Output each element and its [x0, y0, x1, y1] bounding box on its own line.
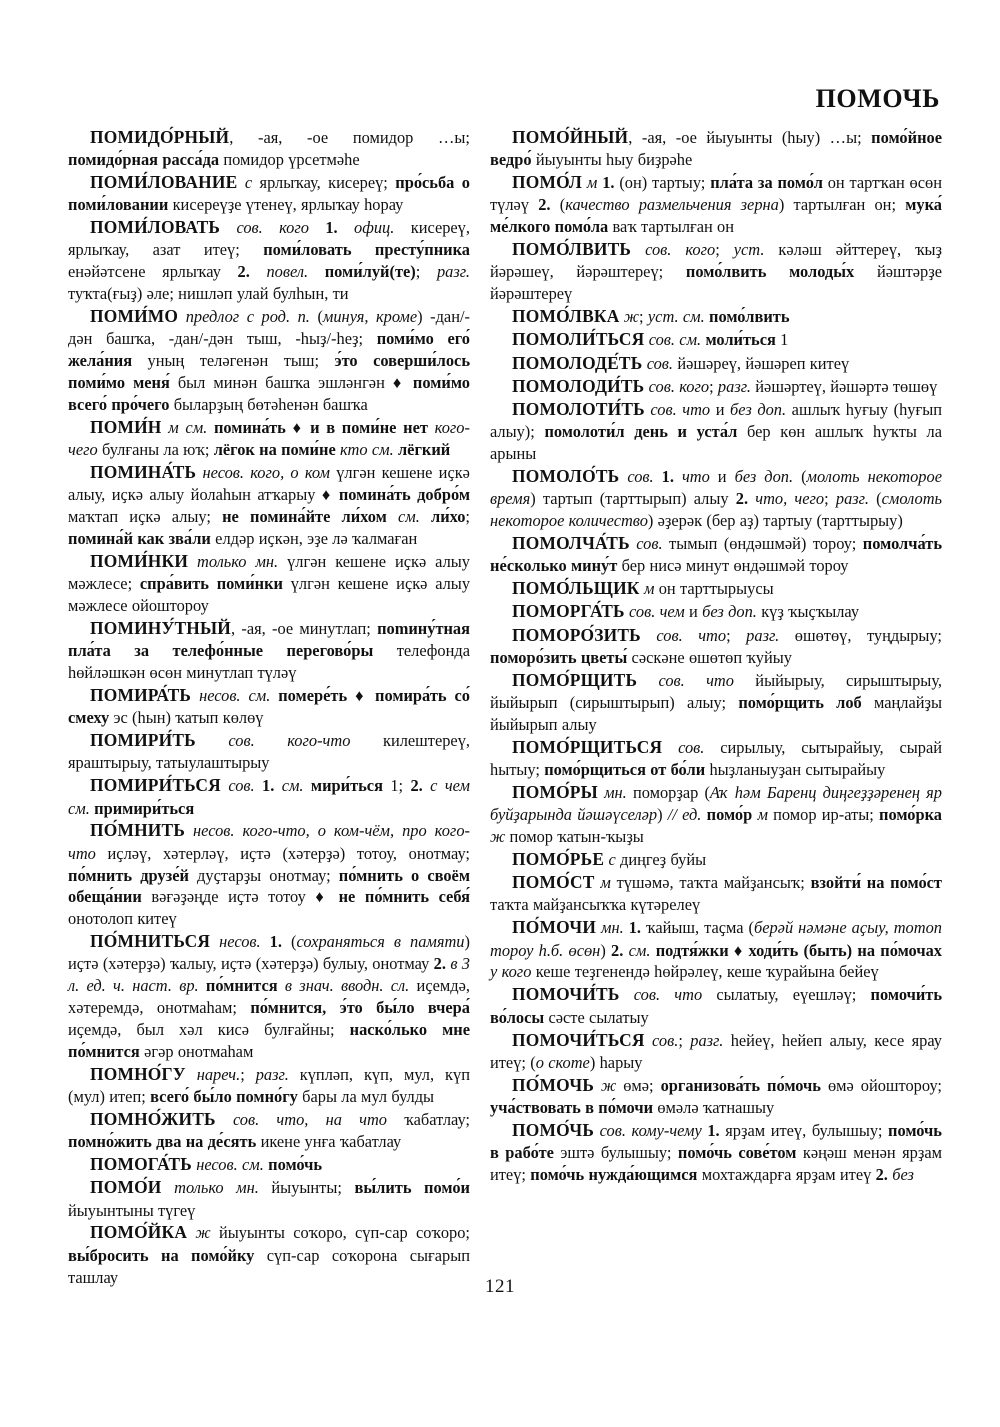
dictionary-entry: ПО́МОЧИ мн. 1. ҡайыш, таҫма (берәй нәмәне аҫыу, тотоп тороу һ.б. өсөн) 2. см. подтя́жки ♦ ходи́ть (быть) на по́мочах у кого кеше теҙгенендә һөйрәлеү, кеше ҡурайына бейеү — [490, 917, 942, 982]
dictionary-entry: ПОМОГА́ТЬ несов. см. помо́чь — [90, 1154, 323, 1175]
dictionary-entry: ПОМО́ЙНЫЙ, -ая, -ое йыуынты (һыу) …ы; помо́йное ведро́ йыуынты һыу биҙрәһе — [490, 127, 942, 170]
dictionary-entry: ПОМИ́ЛОВАНИЕ с ярлыҡау, кисереү; про́сьба о поми́ловании кисереүҙе үтенеү, ярлыҡау һорау — [68, 172, 470, 215]
dictionary-entry: ПОМИДО́РНЫЙ, -ая, -ое помидор …ы; помидо́рная расса́да помидор үрсетмәһе — [68, 127, 470, 170]
dictionary-entry: ПОМИРИ́ТЬ сов. кого-что килештереү, яраштырыу, татыулаштырыу — [68, 730, 470, 773]
dictionary-entry: ПОМОЧИ́ТЬ сов. что сылатыу, еүешләү; помочи́ть во́лосы сәсте сылатыу — [490, 984, 942, 1027]
dictionary-entry: ПОМО́ЧЬ сов. кому-чему 1. ярҙам итеү, булышыу; помо́чь в рабо́те эштә булышыу; помо́чь сове́том кәңәш менән ярҙам итеү; помо́чь нужда́ющимся мохтаждарға ярҙам итеү 2. без — [490, 1119, 942, 1184]
dictionary-entry: ПОМОЛОДЕ́ТЬ сов. йәшәреү, йәшәреп китеү — [512, 352, 850, 373]
dictionary-entry: ПОМОЛОДИ́ТЬ сов. кого; разг. йәшәртеү, йәшәртә төшөү — [512, 375, 938, 396]
page-number: 121 — [485, 1276, 515, 1297]
dictionary-entry: ПОМНО́ЖИТЬ сов. что, на что ҡабатлау; помно́жить два на де́сять икене унға ҡабатлау — [68, 1109, 470, 1152]
dictionary-entry: ПОМОЛОТИ́ТЬ сов. что и без доп. ашлыҡ һуғыу (һуғып алыу); помолоти́л день и уста́л бер көн ашлыҡ һуҡты ла арыны — [490, 399, 943, 464]
dictionary-entry: ПОМОРО́ЗИТЬ сов. что; разг. өшөтөү, туңдырыу; поморо́зить цветы́ сәскәне өшөтөп ҡуйыу — [490, 624, 942, 667]
dictionary-entry: ПО́МНИТЬСЯ несов. 1. (сохраняться в памяти) иҫтә (хәтерҙә) ҡалыу, иҫтә (хәтерҙә) булыу, онотмау 2. в 3 л. ед. ч. наст. вр. по́мнится в знач. вводн. сл. иҫемдә, хәтеремдә, онотмаһам; по́мнится, э́то бы́ло вчера́ иҫемдә, был хәл кисә булғайны; наско́лько мне по́мнится әгәр онотмаһам — [68, 931, 470, 1061]
dictionary-entry: ПОМОРГА́ТЬ сов. чем и без доп. күҙ ҡыҫҡылау — [512, 601, 860, 622]
dictionary-entry: ПОМО́ЙКА ж йыуынты соҡоро, сүп-сар соҡоро; вы́бросить на помо́йку сүп-сар соҡорона сығарып ташлау — [68, 1222, 470, 1287]
dictionary-entry: ПОМО́СТ м түшәмә, таҡта майҙансыҡ; взойти́ на помо́ст таҡта майҙансыҡҡа күтәрелеү — [490, 872, 942, 915]
dictionary-entry: ПОМО́ЛВИТЬ сов. кого; уст. кәләш әйттереү, ҡыҙ йәрәшеү, йәрәштереү; помо́лвить молоды́х йәштәрҙе йәрәштереү — [490, 239, 942, 304]
dictionary-entry: ПОМОЧИ́ТЬСЯ сов.; разг. һейеү, һейеп алыу, кесе ярау итеү; (о скоте) һарыу — [490, 1029, 942, 1072]
dictionary-entry: ПОМО́ЛВКА ж; уст. см. помо́лвить — [512, 306, 790, 327]
dictionary-entry: ПОМИНА́ТЬ несов. кого, о ком үлгән кешене иҫкә алыу, иҫкә алыу йолаһын атҡарыу ♦ помина́ть добро́м маҡтап иҫкә алыу; не помина́йте ли́хом см. ли́хо; помина́й как зва́ли елдәр иҫкән, эҙе лә ҡалмаған — [68, 462, 470, 549]
dictionary-entry: ПОМОЛЧА́ТЬ сов. тымып (өндәшмәй) тороу; помолча́ть не́сколько мину́т бер нисә минут өндәшмәй тороу — [490, 533, 942, 576]
running-head: ПОМОЧЬ — [815, 84, 940, 113]
dictionary-entry: ПОМО́РЫ мн. поморҙар (Аҡ һәм Баренц диңгеҙҙәренең яр буйҙарында йәшәүселәр) // ед. помо́р м помор ир-аты; помо́рка ж помор ҡатын-ҡыҙы — [490, 781, 942, 847]
dictionary-entry: ПОМИРИ́ТЬСЯ сов. 1. см. мири́ться 1; 2. с чем см. примири́ться — [68, 775, 470, 818]
left-column — [68, 126, 470, 1289]
dictionary-entry: ПОМИ́МО предлог с род. п. (минуя, кроме) -дан/-дән башҡа, -дан/-дән тыш, -һыҙ/-һеҙ; поми́мо его́ жела́ния уның теләгенән тыш; э́то соверши́лось поми́мо меня́ был минән башҡа эшләнгән ♦ поми́мо всего́ про́чего быларҙың бөтәһенән башҡа — [68, 306, 470, 415]
dictionary-entry: ПОМО́И только мн. йыуынты; вы́лить помо́и йыуынтыны түгеү — [68, 1177, 470, 1220]
column-container — [68, 126, 942, 1289]
dictionary-entry: ПОМНО́ГУ нареч.; разг. күпләп, күп, мул, күп (мул) итеп; всего́ бы́ло помно́гу бары ла мул булды — [68, 1063, 470, 1107]
dictionary-entry: ПОМОЛИ́ТЬСЯ сов. см. моли́ться 1 — [512, 329, 789, 350]
dictionary-entry: ПОМО́РЬЕ с диңгеҙ буйы — [512, 849, 707, 869]
dictionary-entry: ПОМИ́Н м см. помина́ть ♦ и в поми́не нет кого-чего булғаны ла юҡ; лёгок на поми́не кто см. лёгкий — [68, 416, 470, 460]
dictionary-entry: ПОМО́РЩИТЬСЯ сов. сирылыу, сытырайыу, сырай һытыу; помо́рщиться от бо́ли һыҙланыуҙан сытырайыу — [490, 736, 942, 780]
dictionary-entry: ПО́МОЧЬ ж өмә; организова́ть по́мочь өмә ойоштороу; уча́ствовать в по́мочи өмәлә ҡатнашыу — [490, 1074, 942, 1117]
right-column — [490, 126, 942, 1289]
dictionary-entry: ПОМИРА́ТЬ несов. см. помере́ть ♦ помира́ть со́ смеху эс (һын) ҡатып көлөү — [68, 685, 470, 728]
dictionary-entry: ПОМО́Л м 1. (он) тартыу; пла́та за помо́л он тартҡан өсөн түләү 2. (качество размельчения зерна) тартылған он; мука́ ме́лкого помо́ла ваҡ тартылған он — [490, 172, 942, 237]
dictionary-entry: ПОМО́ЛЬЩИК м он тарттырыусы — [512, 578, 774, 599]
dictionary-entry: ПОМИ́ЛОВАТЬ сов. кого 1. офиц. кисереү, ярлыҡау, азат итеү; поми́ловать престу́пника енәйәтсене ярлыҡау 2. повел. поми́луй(те); разг. туҡта(ғыҙ) әле; нишләп улай булһын, ти — [68, 217, 470, 304]
dictionary-entry: ПОМО́РЩИТЬ сов. что йыйырыу, сирыштырыу, йыйырып (сирыштырып) алыу; помо́рщить лоб маңлайҙы йыйырып алыу — [490, 669, 942, 734]
dictionary-entry: ПОМОЛО́ТЬ сов. 1. что и без доп. (молоть некоторое время) тартып (тарттырып) алыу 2. что, чего; разг. (смолоть некоторое количество) әҙерәк (бер аҙ) тартыу (тарттырыу) — [490, 466, 942, 531]
dictionary-entry: ПОМИНУ́ТНЫЙ, -ая, -ое минутлап; пomину́тная пла́та за телефо́нные перегово́ры телефонда һөйләшкән өсөн минутлап түләү — [68, 618, 470, 683]
dictionary-entry: ПО́МНИТЬ несов. кого-что, о ком-чём, про кого-что иҫләү, хәтерләү, иҫтә (хәтерҙә) тотоу, онотмау; по́мнить друзе́й дуҫтарҙы онотмау; по́мнить о своём обеща́нии вәғәҙәңде иҫтә тотоу ♦ не по́мнить себя́ онотолоп китеү — [68, 820, 470, 929]
dictionary-entry: ПОМИ́НКИ только мн. үлгән кешене иҫкә алыу мәжлесе; спра́вить поми́нки үлгән кешене иҫкә алыу мәжлесе ойоштороу — [68, 550, 471, 616]
